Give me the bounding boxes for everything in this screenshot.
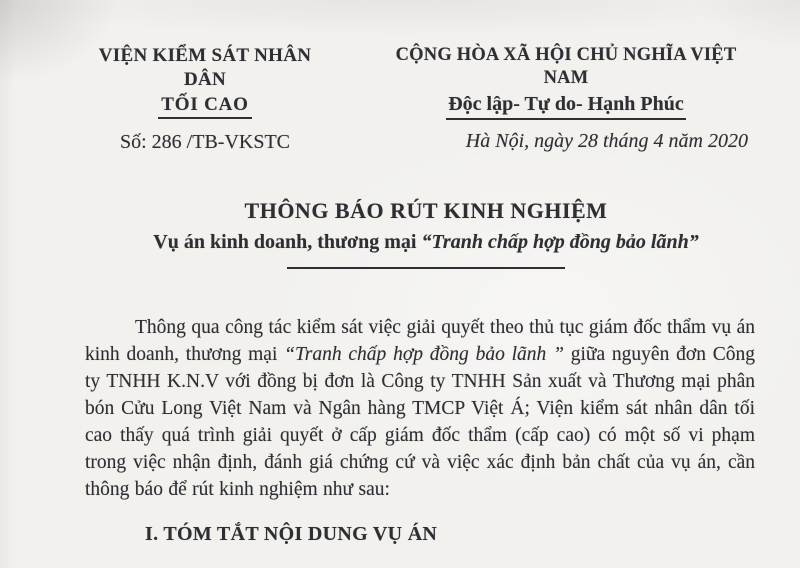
place-and-date-line: Hà Nội, ngày 28 tháng 4 năm 2020 — [465, 130, 748, 152]
body-text-part2: giữa nguyên đơn Công ty TNHH K.N.V với đồng bị đơn là Công ty TNHH Sản xuất và Thương mại phân bón Cửu Long Việt Nam và Ngân hàng TMCP Việt Á; Viện kiểm sát nhân dân tối cao thấy quá trình giải quyết ở cấp giám đốc thẩm (cấp cao) có một số vi phạm trong việc nhận định, đánh giá chứng cứ và việc xác định bản chất của vụ án, cần thông báo để rút kinh nghiệm như sau: — [85, 344, 755, 500]
title-block — [85, 198, 767, 269]
national-name-line: CỘNG HÒA XÃ HỘI CHỦ NGHĨA VIỆT NAM — [395, 45, 737, 88]
body-paragraph — [85, 314, 755, 503]
title-divider-rule — [287, 267, 565, 269]
subtitle-prefix: Vụ án kinh doanh, thương mại — [153, 231, 422, 253]
body-case-name: “Tranh chấp hợp đồng bảo lãnh ” — [284, 344, 564, 365]
document-number: Số: 286 /TB-VKSTC — [119, 131, 291, 153]
agency-name-line2: TỐI CAO — [158, 94, 251, 119]
agency-name-line2-wrap — [80, 94, 330, 119]
national-header-block — [382, 44, 750, 154]
national-motto: Độc lập- Tự do- Hạnh Phúc — [446, 93, 686, 120]
document-subtitle — [85, 229, 767, 255]
document-title: THÔNG BÁO RÚT KINH NGHIỆM — [244, 198, 608, 223]
national-motto-wrap — [382, 93, 750, 120]
body-text-part1: Thông qua công tác kiểm sát việc giải quyết theo thủ tục giám đốc thẩm vụ án kinh doanh, thương mại — [85, 317, 755, 365]
agency-name-line1: VIỆN KIỂM SÁT NHÂN DÂN — [98, 45, 312, 90]
section-heading: I. TÓM TẮT NỘI DUNG VỤ ÁN — [145, 523, 438, 545]
issuing-agency-block — [80, 44, 330, 154]
subtitle-case-name: “Tranh chấp hợp đồng bảo lãnh” — [421, 231, 699, 253]
